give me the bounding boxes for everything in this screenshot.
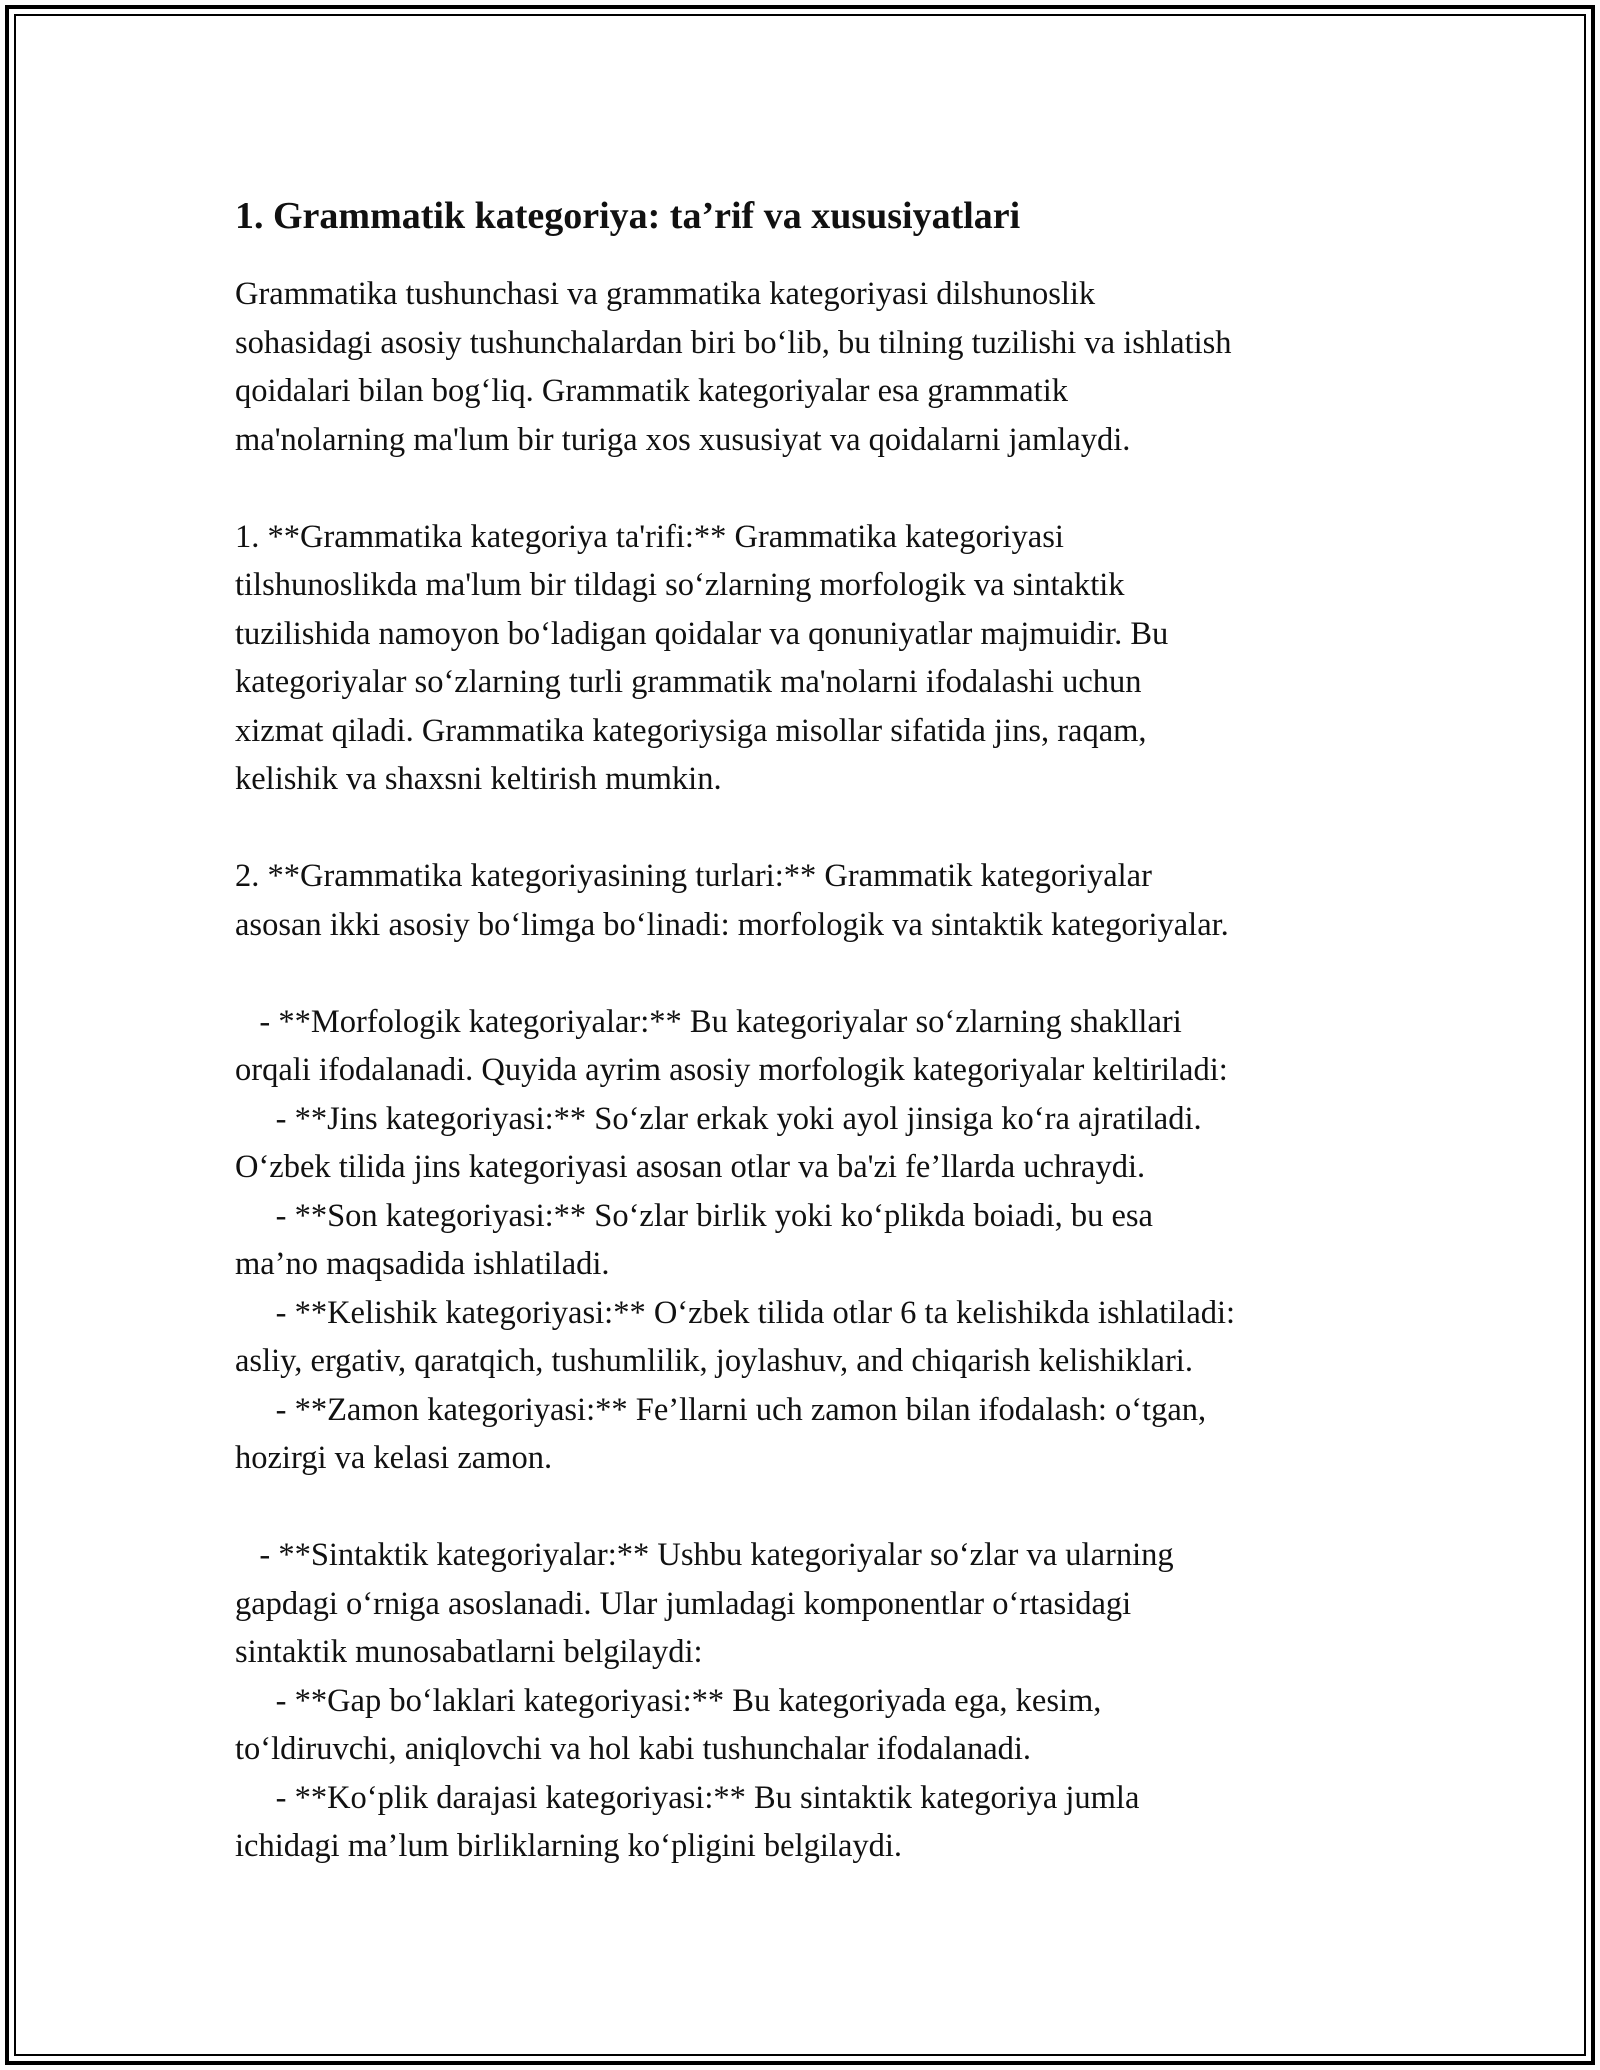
text-line: - **Son kategoriyasi:** So‘zlar birlik yoki ko‘plikda boiadi, bu esa <box>235 1197 1153 1234</box>
text-line: kelishik va shaxsni keltirish mumkin. <box>235 761 722 797</box>
text-line: - **Zamon kategoriyasi:** Fe’llarni uch zamon bilan ifodalash: o‘tgan, <box>235 1391 1207 1428</box>
paragraph-gap <box>235 464 1395 513</box>
text-line: tuzilishida namoyon bo‘ladigan qoidalar va qonuniyatlar majmuidir. Bu <box>235 615 1169 652</box>
text-line: orqali ifodalanadi. Quyida ayrim asosiy morfologik kategoriyalar keltiriladi: <box>235 1052 1228 1088</box>
document-page <box>235 190 1395 1871</box>
text-line: Grammatika tushunchasi va grammatika kategoriyasi dilshunoslik <box>235 276 1096 312</box>
text-line: 2. **Grammatika kategoriyasining turlari:** Grammatik kategoriyalar <box>235 858 1152 894</box>
text-line: ma'nolarning ma'lum bir turiga xos xususiyat va qoidalarni jamlaydi. <box>235 421 1131 458</box>
text-line: asosan ikki asosiy bo‘limga bo‘linadi: morfologik va sintaktik kategoriyalar. <box>235 906 1229 943</box>
text-line: xizmat qiladi. Grammatika kategoriysiga misollar sifatida jins, raqam, <box>235 712 1147 749</box>
paragraph-gap <box>235 949 1395 998</box>
document-title: 1. Grammatik kategoriya: ta’rif va xususiyatlari <box>235 195 1021 237</box>
text-line: hozirgi va kelasi zamon. <box>235 1440 553 1476</box>
text-line: - **Morfologik kategoriyalar:** Bu kategoriyalar so‘zlarning shakllari <box>235 1003 1182 1040</box>
text-line: - **Kelishik kategoriyasi:** O‘zbek tilida otlar 6 ta kelishikda ishlatiladi: <box>235 1294 1236 1331</box>
text-line: sintaktik munosabatlarni belgilaydi: <box>235 1634 703 1670</box>
text-line: ma’no maqsadida ishlatiladi. <box>235 1246 610 1282</box>
text-line: - **Ko‘plik darajasi kategoriyasi:** Bu sintaktik kategoriya jumla <box>235 1779 1140 1816</box>
intro-paragraph <box>235 270 1395 464</box>
syntactic-section <box>235 1531 1395 1871</box>
text-line: - **Gap bo‘laklari kategoriyasi:** Bu kategoriyada ega, kesim, <box>235 1682 1102 1719</box>
text-line: kategoriyalar so‘zlarning turli grammatik ma'nolarni ifodalashi uchun <box>235 664 1142 700</box>
text-line: 1. **Grammatika kategoriya ta'rifi:** Grammatika kategoriyasi <box>235 518 1064 555</box>
text-line: to‘ldiruvchi, aniqlovchi va hol kabi tushunchalar ifodalanadi. <box>235 1731 1032 1767</box>
paragraph-gap <box>235 1483 1395 1532</box>
types-section <box>235 852 1395 949</box>
paragraph-gap <box>235 804 1395 853</box>
text-line: - **Jins kategoriyasi:** So‘zlar erkak yoki ayol jinsiga ko‘ra ajratiladi. <box>235 1100 1202 1137</box>
text-line: qoidalari bilan bog‘liq. Grammatik kategoriyalar esa grammatik <box>235 373 1068 409</box>
text-line: sohasidagi asosiy tushunchalardan biri bo‘lib, bu tilning tuzilishi va ishlatish <box>235 324 1232 361</box>
definition-section <box>235 513 1395 804</box>
text-line: asliy, ergativ, qaratqich, tushumlilik, joylashuv, and chiqarish kelishiklari. <box>235 1343 1193 1379</box>
text-line: tilshunoslikda ma'lum bir tildagi so‘zlarning morfologik va sintaktik <box>235 567 1125 603</box>
text-line: O‘zbek tilida jins kategoriyasi asosan otlar va ba'zi fe’llarda uchraydi. <box>235 1149 1146 1185</box>
text-line: ichidagi ma’lum birliklarning ko‘pligini belgilaydi. <box>235 1828 903 1864</box>
morphological-section <box>235 998 1395 1483</box>
text-line: gapdagi o‘rniga asoslanadi. Ular jumladagi komponentlar o‘rtasidagi <box>235 1585 1132 1622</box>
text-line: - **Sintaktik kategoriyalar:** Ushbu kategoriyalar so‘zlar va ularning <box>235 1537 1174 1573</box>
